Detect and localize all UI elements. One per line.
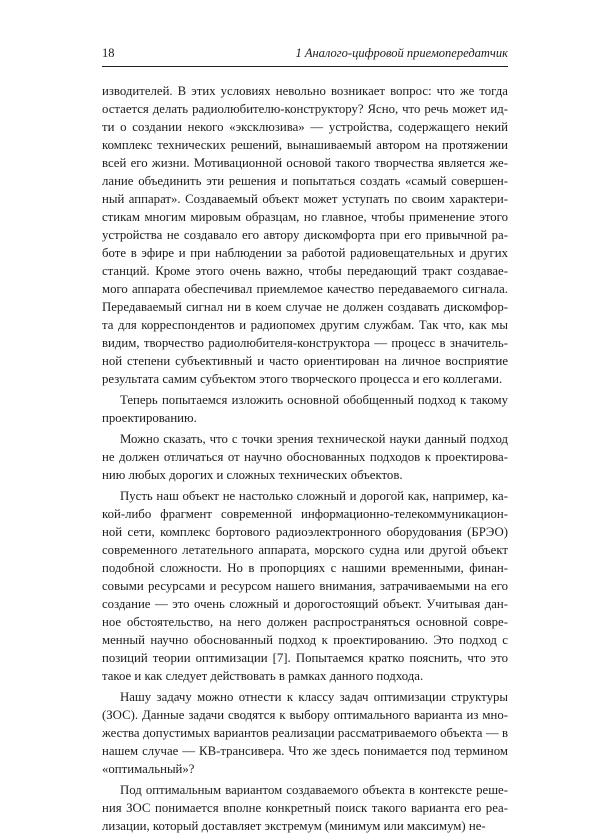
header-rule <box>102 66 508 67</box>
text-line: лизации, который доставляет экстремум (минимум или максимум) не- <box>102 819 486 833</box>
text-line: менный научно обоснованный подход к проектированию. Это подход с <box>102 633 508 647</box>
text-line: стикам многим мировым образцам, но главное, чтобы применение этого <box>102 210 508 224</box>
text-line: ти о создании некого «эксклюзива» — устройства, содержащего некий <box>102 120 508 134</box>
text-line: подобной сложности. Но в пропорциях с нашими временными, финан- <box>102 561 508 575</box>
text-line: проектированию. <box>102 411 197 425</box>
text-line: видим, творчество радиолюбителя-конструктора — процесс в значитель- <box>102 336 508 350</box>
text-line: станций. Кроме этого очень важно, чтобы передающий тракт создавае- <box>102 264 508 278</box>
text-line: Теперь попытаемся изложить основной обобщенный подход к такому <box>120 393 508 407</box>
paragraph <box>102 82 508 388</box>
text-line: боте в эфире и при наблюдении за работой радиовещательных и других <box>102 246 508 260</box>
text-line: создание — это очень сложный и дорогостоящий объект. Учитывая дан- <box>102 597 508 611</box>
text-line: изводителей. В этих условиях невольно возникает вопрос: что же тогда <box>102 84 508 98</box>
text-line: Передаваемый сигнал ни в коем случае не должен создавать дискомфор- <box>102 300 508 314</box>
text-line: (ЗОС). Данные задачи сводятся к выбору оптимального варианта из мно- <box>102 708 508 722</box>
text-line: ный аппарат». Создаваемый объект может уступать по своим характери- <box>102 192 508 206</box>
text-line: мого аппарата обеспечивал приемлемое качество передаваемого сигнала. <box>102 282 508 296</box>
paragraph <box>102 781 508 835</box>
text-line: «оптимальный»? <box>102 762 195 776</box>
text-line: всей его жизни. Мотивационной основой такого творчества является же- <box>102 156 508 170</box>
text-line: Можно сказать, что с точки зрения технической науки данный подход <box>120 432 508 446</box>
text-line: лание объединить эти решения и попытаться создать «самый совершен- <box>102 174 508 188</box>
text-line: совыми ресурсами и ресурсом нашего внимания, затрачиваемыми на его <box>102 579 508 593</box>
text-line: Нашу задачу можно отнести к классу задач оптимизации структуры <box>120 690 508 704</box>
text-line: такое и как следует действовать в рамках данного подхода. <box>102 669 424 683</box>
text-line: ной степени субъективный и часто ориентирован на личное восприятие <box>102 354 508 368</box>
text-line: та для корреспондентов и радиопомех другим службам. Так что, как мы <box>102 318 508 332</box>
text-line: не должен отличаться от научно обоснованных подходов к проектирова- <box>102 450 508 464</box>
text-line: устройства не создавало его автору дискомфорта при его привычной ра- <box>102 228 508 242</box>
text-line: Под оптимальным вариантом создаваемого объекта в контексте реше- <box>120 783 508 797</box>
running-title: 1 Аналого-цифровой приемопередатчик <box>295 46 508 60</box>
page-number: 18 <box>102 46 115 60</box>
paragraph <box>102 688 508 778</box>
paragraph <box>102 391 508 427</box>
body-text <box>102 82 508 838</box>
paragraph <box>102 430 508 484</box>
text-line: комплекс технических решений, вынашиваемый автором на протяжении <box>102 138 508 152</box>
text-line: результата самим субъектом этого творческого процесса и его коллегами. <box>102 372 503 386</box>
paragraph <box>102 487 508 685</box>
text-line: нию любых дорогих и сложных технических объектов. <box>102 468 403 482</box>
text-line: остается делать радиолюбителю-конструктору? Ясно, что речь может ид- <box>102 102 508 116</box>
text-line: ния ЗОС понимается вполне конкретный поиск такого варианта его реа- <box>102 801 508 815</box>
text-line: современного летательного аппарата, морского судна или другой объект <box>102 543 508 557</box>
text-line: жества допустимых вариантов реализации рассматриваемого объекта — в <box>102 726 508 740</box>
page-header <box>102 44 508 62</box>
text-line: ной сети, комплекс бортового радиоэлектронного оборудования (БРЭО) <box>102 525 508 539</box>
text-line: кой-либо фрагмент современной информационно-телекоммуникацион- <box>102 507 508 521</box>
text-line: нашем случае — КВ-трансивера. Что же здесь понимается под термином <box>102 744 508 758</box>
text-line: Пусть наш объект не настолько сложный и дорогой как, например, ка- <box>120 489 508 503</box>
text-line: позиций теории оптимизации [7]. Попытаемся кратко пояснить, что это <box>102 651 508 665</box>
text-line: ное обстоятельство, на него должен распространяться основной совре- <box>102 615 508 629</box>
